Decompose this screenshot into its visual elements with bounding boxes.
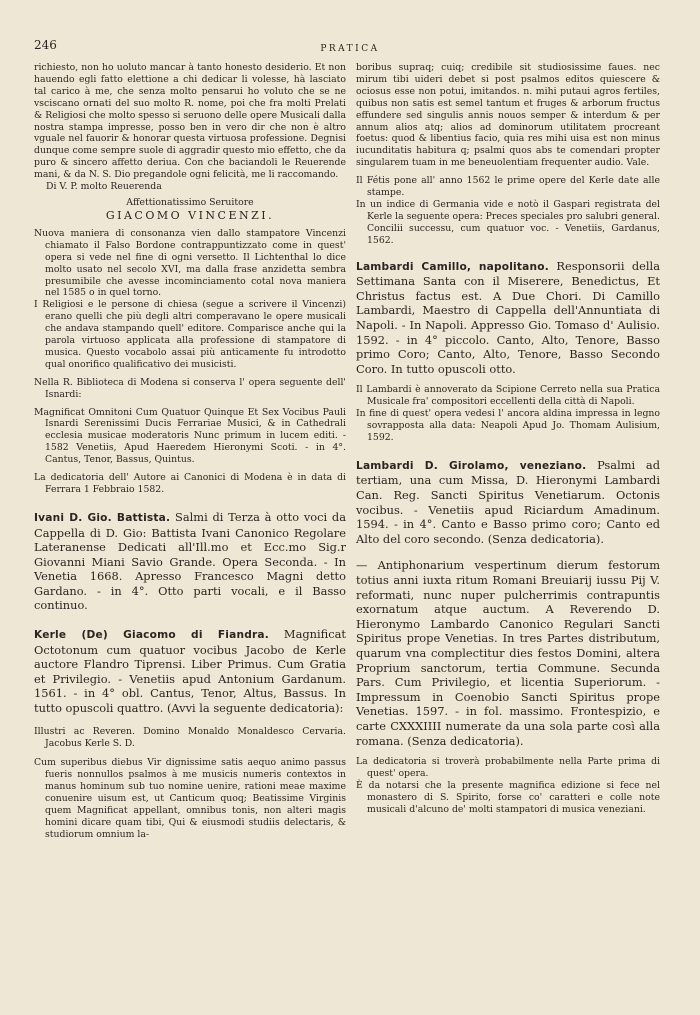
entry-antiphonarium: — Antiphonarium vespertinum dierum festorum totius anni iuxta ritum Romani Breuiarij iussu Pij V. reformati, nunc nuper pulcherrimis contrapuntis exornatum atque auctum. A Reverendo D. Hieronymo Lambardo Canonico Regulari Sancti Spiritus prope Venetias. In tres Partes distributum, quarum vna complectitur dies festos Domini, altera Proprium sanctorum, tertia Commune. Secunda Pars. Cum Privilegio, et licentia Superiorum. - Impressum in Coenobio Sancti Spiritus prope Venetias. 1597. - in fol. massimo. Frontespizio, e carte CXXXIIII numerate da una sola parte così alla romana. (Senza dedicatoria).	[356, 558, 660, 748]
note-aldina: In fine di quest' opera vedesi l' ancora aldina impressa in legno sovrapposta alla data: Neapoli Apud Jo. Thomam Aulisium, 1592.	[356, 408, 660, 443]
kerle-address: Illustri ac Reveren. Domino Monaldo Monaldesco Cervaria. Jacobus Kerle S. D.	[34, 725, 346, 749]
note-cerreto: Il Lambardi è annoverato da Scipione Cerreto nella sua Pratica Musicale fra' compositori eccellenti della città di Napoli.	[356, 384, 660, 408]
entry-name-lambardi-camillo: Lambardi Camillo, napolitano.	[356, 260, 549, 273]
note-nuova-maniera: Nuova maniera di consonanza vien dallo stampatore Vincenzi chiamato il Falso Bordone contrappuntizzato come in quest' opera si vede nel fine di ogni versetto. Il Lichtenthal lo dice molto usato nel secolo XVI, ma dalla frase anzidetta sembra presumibile che avesse incominciamento cotal nova maniera nel 1585 o in quel torno.	[34, 227, 346, 299]
kerle-letter: Cum superibus diebus Vir dignissime satis aequo animo passus fueris nonnullos psalmos à me musicis numeris contextos in manus hominum sub tuo nomine uenire, rationi meae maxime conuenire uisum est, ut Canticum quoq; Beatissime Virginis quem Magnificat appellant, omnibus tonis, non alteri magis homini dicare quam tibi, Qui & eiusmodi studiis delectaris, & studiorum omnium la-	[34, 757, 346, 840]
letter-salutation: Di V. P. molto Reuerenda	[46, 181, 162, 193]
letter-signature: GIACOMO VINCENZI.	[105, 208, 275, 222]
note-religiosi: I Religiosi e le persone di chiesa (segue a scrivere il Vincenzi) erano quelli che più degli altri comperavano le opere musicali che andava stampando quell' editore. Comparisce anche qui la parola virtuoso applicata alla professione di stampatore di musica. Questo vocabolo assai più anticamente fu introdotto qual onorifico qualificativo dei musicisti.	[34, 299, 346, 370]
note-gaspari: In un indice di Germania vide e notò il Gaspari registrata del Kerle la seguente opera: Preces speciales pro salubri general. Concilii successu, cum quatuor voc. - Venetiis, Gardanus, 1562.	[356, 198, 660, 246]
left-column	[34, 62, 346, 841]
note-fetis: Il Fétis pone all' anno 1562 le prime opere del Kerle date alle stampe.	[356, 175, 660, 199]
magnificat-isnardi: Magnificat Omnitoni Cum Quatuor Quinque Et Sex Vocibus Pauli Isnardi Serenissimi Ducis Ferrariae Musici, & in Cathedrali ecclesia musicae moderatoris Nunc primum in lucem editi. - 1582 Venetiis, Apud Haeredem Hieronymi Scoti. - in 4°. Cantus, Tenor, Bassus, Quintus.	[34, 406, 346, 466]
letter-text: richiesto, non ho uoluto mancar à tanto honesto desiderio. Et non hauendo egli fatto elettione a chi dedicar li volesse, hà lasciato tal carico à me, che senza molto pensarui ho voluto che se ne vsciscano ornati del suo molto R. nome, poi che fra molti Prelati & Religiosi che molto spesso si seruono delle opere Musicali dalla nostra stampa impresse, posso ben in vero dir che non è altro vguale nel fauorir & honorar questa virtuosa professione. Degnisi dunque come sempre suole di aggradir questo mio effetto, che da puro & sincero affetto deriua. Con che baciandoli le Reuerende mani, & da N. S. Dio pregandole ogni felicità, me li raccomando.	[34, 62, 346, 181]
entry-text-ivani: Salmi di Terza à otto voci da Cappella di D. Gio: Battista Ivani Canonico Regolare Lateranense Dedicati all'Ill.mo et Ecc.mo Sig.r Giovanni Miani Savio Grande. Opera Seconda. - In Venetia 1668. Apresso Francesco Magni detto Gardano. - in 4°. Otto parti vocali, e il Basso continuo.	[34, 509, 347, 613]
entry-text-lambardi-camillo: Responsorii della Settimana Santa con il Miserere, Benedictus, Et Christus factus est. A Due Chori. Di Camillo Lambardi, Maestro di Cappella dell'Annuntiata di Napoli. - In Napoli. Appresso Gio. Tomaso d' Aulisio. 1592. - in 4° piccolo. Canto, Alto, Tenore, Basso primo Coro; Canto, Alto, Tenore, Basso Secondo Coro. In tutto opuscoli otto.	[356, 258, 660, 376]
letter-closing: Affettionatissimo Seruitore	[126, 196, 254, 208]
entry-name-kerle: Kerle (De) Giacomo di Fiandra.	[34, 629, 269, 642]
entry-text-lambardi-girolamo: Psalmi ad tertiam, una cum Missa, D. Hieronymi Lambardi Can. Reg. Sancti Spiritus Venetiarum. Octonis vocibus. - Venetiis apud Riciardum Amadinum. 1594. - in 4°. Canto e Basso primo coro; Canto ed Alto del coro secondo. (Senza dedicatoria).	[356, 457, 660, 546]
entry-lambardi-girolamo	[356, 458, 660, 547]
note-edizione: È da notarsi che la presente magnifica edizione si fece nel monastero di S. Spirito, forse co' caratteri e colle note musicali d'alcuno de' molti stampatori di musica veneziani.	[356, 779, 660, 815]
note-modena: Nella R. Biblioteca di Modena si conserva l' opera seguente dell' Isnardi:	[34, 376, 346, 400]
note-parte-prima: La dedicatoria si troverà probabilmente nella Parte prima di quest' opera.	[356, 756, 660, 780]
entry-kerle	[34, 627, 346, 716]
running-title: PRATICA	[320, 44, 380, 54]
entry-text-kerle: Magnificat Octotonum cum quatuor vocibus Jacobo de Kerle auctore Flandro Tiprensi. Liber Primus. Cum Gratia et Privilegio. - Venetiis apud Antonium Gardanum. 1561. - in 4° obl. Cantus, Tenor, Altus, Bassus. In tutto opuscoli quattro. (Avvi la seguente dedicatoria):	[34, 627, 346, 716]
entry-name-lambardi-girolamo: Lambardi D. Girolamo, veneziano.	[356, 459, 587, 472]
note-dedicatoria-isnardi: La dedicatoria dell' Autore ai Canonici di Modena è in data di Ferrara 1 Febbraio 1582.	[34, 472, 346, 495]
page-number: 246	[34, 38, 57, 52]
entry-name-ivani: Ivani D. Gio. Battista.	[34, 511, 171, 524]
kerle-letter-continued: boribus supraq; cuiq; credibile sit studiosissime faues. nec mirum tibi uideri debet si post psalmos editos quiescere & ociosus esse non potui, imitandos. n. mihi putaui agros fertiles, quibus non satis est semel tantum et fruges & arborum fructus effundere sed singulis annis nouos semper & interdum & per annum alios atq; alios ad dominorum utilitatem procreant foetus: quod & libentius facio, quia res mihi uisa est non minus iucunditatis habitura q; psalmi quos abs te comendari propter singularem tuam in me beneuolentiam frequenter audio. Vale.	[356, 62, 660, 169]
right-column	[356, 62, 660, 816]
entry-lambardi-camillo	[356, 259, 660, 377]
entry-ivani	[34, 510, 346, 613]
